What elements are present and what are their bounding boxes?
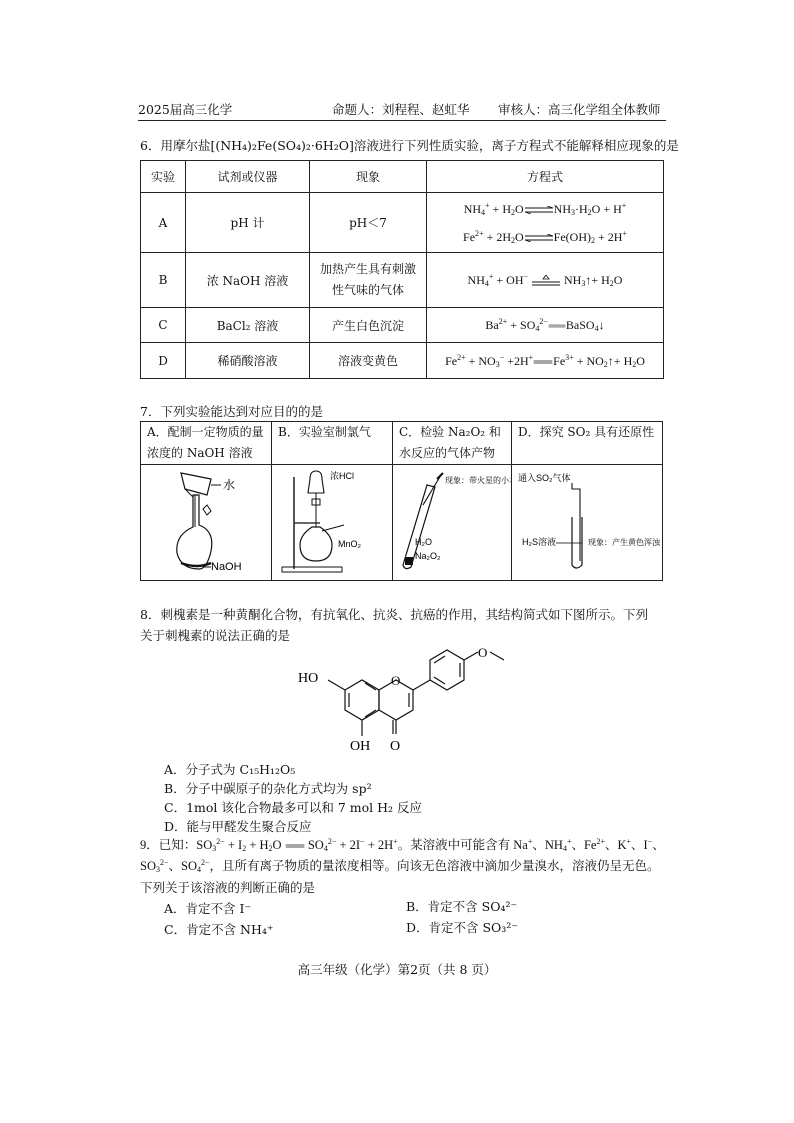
option-c-label: C．检验 Na₂O₂ 和水反应的气体产物 <box>393 422 512 465</box>
label-na2o2: Na₂O₂ <box>415 551 441 561</box>
q6-stem: 6．用摩尔盐[(NH₄)₂Fe(SO₄)₂·6H₂O]溶液进行下列性质实验，离子方程式不能解释相应现象的是 <box>140 138 679 153</box>
equation-cell <box>427 343 664 379</box>
q9-option-c: C．肯定不含 NH₄⁺ <box>164 922 274 937</box>
so2-h2s-diagram <box>512 465 662 577</box>
equation-c: $Ba^{2+} + SO_4^{2-}$ BaSO$_4$↓ <box>485 317 605 333</box>
col-header: 试剂或仪器 <box>186 161 310 193</box>
q8-stem-line2: 关于刺槐素的说法正确的是 <box>140 628 291 643</box>
label-oh: OH <box>350 739 371 754</box>
equation-cell <box>427 308 664 343</box>
page-header <box>138 100 666 118</box>
q9-option-b: B．肯定不含 SO₄²⁻ <box>406 899 518 914</box>
table-cell: D <box>141 343 186 379</box>
q9-stem-line2: $SO_3^{2-}$、$SO_4^{2-}$，且所有离子物质的量浓度相等。向该无色溶液中滴加少量溴水，溶液仍呈无色。 <box>140 858 660 874</box>
table-cell: 浓 NaOH 溶液 <box>186 253 310 308</box>
option-d-figure <box>512 465 663 581</box>
label-pass-so2: 通入SO₂气体 <box>518 473 571 483</box>
q9-stem-line1: 9．已知：$SO_3^{2-} + I_2 + H_2O$ $SO_4^{2-} + 2I^- + 2H^+$。某溶液中可能含有 Na+、$NH_4^+$、$Fe^{2+}$、K+、I−、 <box>140 837 665 853</box>
q8-stem-line1: 8．刺槐素是一种黄酮化合物，有抗氧化、抗炎、抗癌的作用，其结构简式如下图所示。下列 <box>140 607 648 622</box>
label-ring-o: O <box>391 673 401 688</box>
option-b-figure <box>272 465 393 581</box>
col-header: 方程式 <box>427 161 664 193</box>
table-row <box>141 308 664 343</box>
label-h2s: H₂S溶液 <box>522 537 556 547</box>
option-a-label: A．配制一定物质的量浓度的 NaOH 溶液 <box>141 422 272 465</box>
q7-table <box>140 421 663 581</box>
col-header: 实验 <box>141 161 186 193</box>
equation-b: $NH_4^+ + OH^-$ $NH_3↑+ H_2O$ <box>467 272 623 288</box>
table-row <box>141 465 663 581</box>
q7-stem: 7．下列实验能达到对应目的的是 <box>140 404 323 419</box>
q9-option-a: A．肯定不含 I⁻ <box>164 901 252 916</box>
q8-option-d: D．能与甲醛发生聚合反应 <box>164 819 312 834</box>
q9-stem-line3: 下列关于该溶液的判断正确的是 <box>140 880 316 895</box>
option-b-label: B．实验室制氯气 <box>272 422 393 465</box>
table-row <box>141 422 663 465</box>
page-footer: 高三年级（化学）第2页（共 8 页） <box>297 962 497 977</box>
label-water: 水 <box>223 478 236 492</box>
option-d-label: D．探究 SO₂ 具有还原性 <box>512 422 663 465</box>
equation-a1: $NH_4^+ + H_2O$ $NH_3\cdot H_2O + H^+$ <box>463 200 627 217</box>
equation-cell <box>427 253 664 308</box>
label-naoh: NaOH <box>211 561 242 573</box>
acacetin-structure <box>290 648 530 756</box>
label-phenomenon-d: 现象：产生黄色浑浊 <box>588 538 660 547</box>
equation-d: $Fe^{2+} + NO_3^- +2H^+$ $Fe^{3+}$ + $NO_2↑+ H_2O$ <box>445 352 645 369</box>
table-cell: 产生白色沉淀 <box>310 308 427 343</box>
table-cell: C <box>141 308 186 343</box>
equation-cell <box>427 193 664 253</box>
table-row <box>141 253 664 308</box>
header-rule <box>138 120 666 121</box>
table-cell: B <box>141 253 186 308</box>
test-tube-diagram <box>393 465 511 577</box>
q8-option-a: A．分子式为 C₁₅H₁₂O₅ <box>164 762 296 777</box>
equation-a2: $Fe^{2+} + 2H_2O$ $Fe(OH)_2 + 2H^+$ <box>463 228 627 245</box>
chlorine-apparatus-diagram <box>272 465 392 577</box>
table-row <box>141 193 664 253</box>
table-cell: BaCl₂ 溶液 <box>186 308 310 343</box>
option-a-figure <box>141 465 272 581</box>
q8-option-c: C．1mol 该化合物最多可以和 7 mol H₂ 反应 <box>164 800 423 815</box>
table-cell: 稀硝酸溶液 <box>186 343 310 379</box>
header-reviewers: 审核人：高三化学组全体教师 <box>498 102 661 117</box>
table-row <box>141 343 664 379</box>
label-keto-o: O <box>390 739 401 754</box>
col-header: 现象 <box>310 161 427 193</box>
label-h2o: H₂O <box>415 537 432 547</box>
option-c-figure <box>393 465 512 581</box>
q9-option-d: D．肯定不含 SO₃²⁻ <box>406 920 518 935</box>
label-methoxy-o: O <box>478 648 488 660</box>
label-ho: HO <box>298 671 319 686</box>
table-cell: A <box>141 193 186 253</box>
volumetric-flask-diagram <box>141 465 271 577</box>
table-cell: 溶液变黄色 <box>310 343 427 379</box>
label-phenomenon-c: 现象：带火星的小 <box>445 476 509 485</box>
table-cell: 加热产生具有刺激性气味的气体 <box>310 253 427 308</box>
label-conc-hcl: 浓HCl <box>330 471 354 481</box>
table-cell: pH 计 <box>186 193 310 253</box>
label-mno2: MnO₂ <box>338 539 361 549</box>
q8-option-b: B．分子中碳原子的杂化方式均为 sp² <box>164 781 372 796</box>
table-header-row <box>141 161 664 193</box>
header-course: 2025届高三化学 <box>138 102 233 117</box>
header-authors: 命题人：刘程程、赵虹华 <box>332 102 470 117</box>
q6-table <box>140 160 664 379</box>
table-cell: pH＜7 <box>310 193 427 253</box>
